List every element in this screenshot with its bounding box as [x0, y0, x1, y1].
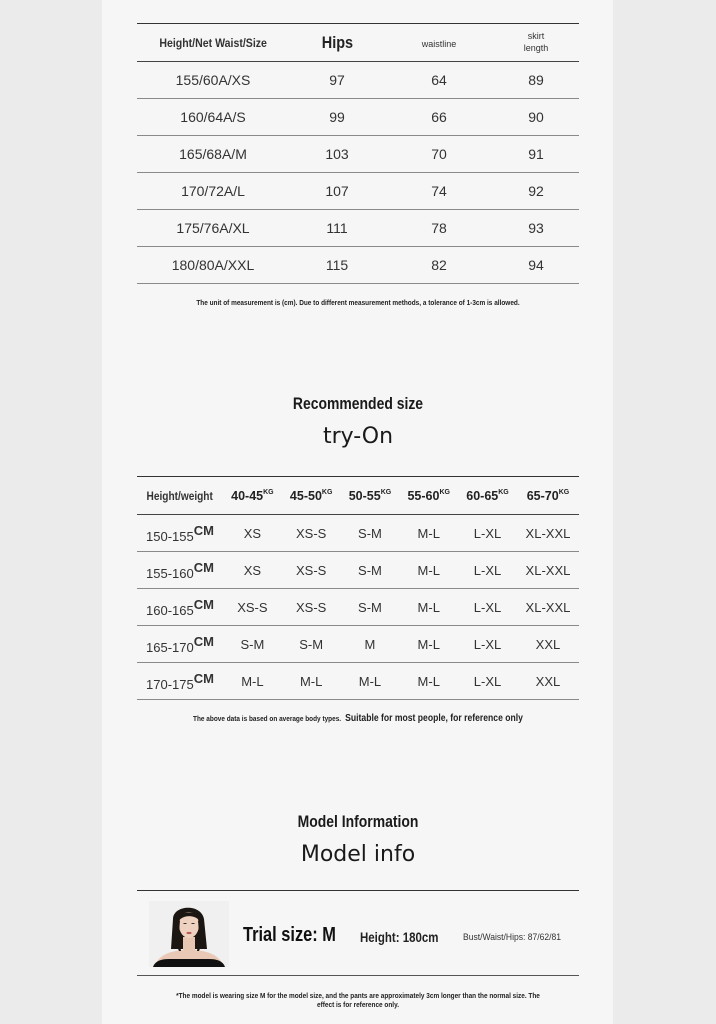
try-on-row [137, 663, 579, 700]
size-cell: 160/64A/S [137, 99, 289, 136]
weight-header: $45-50^{KG}$ [282, 477, 341, 515]
hips-cell: 97 [289, 62, 385, 99]
recommended-subtitle: try-On [322, 424, 394, 449]
skirt-length-cell: 92 [493, 173, 579, 210]
model-portrait-icon [149, 901, 229, 967]
skirt-length-cell: 89 [493, 62, 579, 99]
size-chart-row [137, 173, 579, 210]
recommended-size-cell: M-L [399, 589, 458, 626]
try-on-table [137, 476, 579, 700]
hips-cell: 107 [289, 173, 385, 210]
weight-header: $40-45^{KG}$ [223, 477, 282, 515]
model-height-label: Height: 180cm [360, 930, 439, 945]
header-waistline: waistline [421, 38, 457, 49]
recommended-size-cell: M-L [399, 663, 458, 700]
recommended-size-cell: XS [223, 552, 282, 589]
waistline-cell: 74 [385, 173, 493, 210]
try-on-header-row [137, 477, 579, 515]
recommended-size-cell: S-M [341, 552, 400, 589]
recommended-size-cell: S-M [341, 515, 400, 552]
recommended-size-cell: L-XL [458, 552, 517, 589]
trial-size-label: Trial size: M [243, 924, 336, 946]
size-chart-note: The unit of measurement is (cm). Due to different measurement methods, a tolerance of 1-3cm is allowed. [196, 298, 520, 307]
skirt-length-cell: 93 [493, 210, 579, 247]
recommended-size-cell: L-XL [458, 515, 517, 552]
try-on-row [137, 626, 579, 663]
waistline-cell: 66 [385, 99, 493, 136]
recommended-size-cell: XS-S [282, 552, 341, 589]
try-on-row [137, 515, 579, 552]
recommended-size-cell: M [341, 626, 400, 663]
recommended-size-cell: XL-XXL [517, 589, 579, 626]
header-hips: Hips [321, 32, 353, 52]
size-chart-row [137, 247, 579, 284]
height-range-cell: $170-175^{CM}$ [137, 663, 223, 700]
waistline-cell: 64 [385, 62, 493, 99]
recommended-size-cell: XS [223, 515, 282, 552]
recommended-size-cell: M-L [282, 663, 341, 700]
model-title: Model Information [297, 812, 419, 831]
header-size: Height/Net Waist/Size [159, 35, 267, 50]
waistline-cell: 70 [385, 136, 493, 173]
hips-cell: 111 [289, 210, 385, 247]
model-photo [149, 901, 229, 967]
recommended-size-cell: M-L [399, 626, 458, 663]
hips-cell: 115 [289, 247, 385, 284]
size-cell: 165/68A/M [137, 136, 289, 173]
recommended-size-cell: XS-S [282, 515, 341, 552]
header-height-weight: Height/weight [146, 490, 214, 503]
waistline-cell: 78 [385, 210, 493, 247]
hips-cell: 103 [289, 136, 385, 173]
try-on-row [137, 589, 579, 626]
header-skirt-length: skirt length [523, 30, 549, 53]
recommended-size-cell: L-XL [458, 626, 517, 663]
weight-header: $55-60^{KG}$ [399, 477, 458, 515]
size-chart-row [137, 136, 579, 173]
size-cell: 175/76A/XL [137, 210, 289, 247]
try-on-row [137, 552, 579, 589]
recommended-size-cell: XL-XXL [517, 552, 579, 589]
recommended-size-cell: M-L [399, 515, 458, 552]
height-range-cell: $155-160^{CM}$ [137, 552, 223, 589]
size-chart-header-row [137, 24, 579, 62]
size-chart-row [137, 99, 579, 136]
height-range-cell: $165-170^{CM}$ [137, 626, 223, 663]
recommended-size-cell: M-L [399, 552, 458, 589]
recommended-size-cell: S-M [282, 626, 341, 663]
recommended-size-cell: XS-S [282, 589, 341, 626]
skirt-length-cell: 94 [493, 247, 579, 284]
recommended-size-cell: XL-XXL [517, 515, 579, 552]
size-cell: 180/80A/XXL [137, 247, 289, 284]
model-note: *The model is wearing size M for the model size, and the pants are approximately 3cm longer than the normal size. The effect is for reference only. [176, 991, 540, 1009]
recommended-size-cell: XXL [517, 626, 579, 663]
recommended-size-cell: M-L [223, 663, 282, 700]
height-range-cell: $160-165^{CM}$ [137, 589, 223, 626]
size-chart-table [137, 23, 579, 284]
recommended-size-cell: M-L [341, 663, 400, 700]
recommended-size-cell: XXL [517, 663, 579, 700]
recommended-size-cell: S-M [341, 589, 400, 626]
skirt-length-cell: 90 [493, 99, 579, 136]
size-cell: 170/72A/L [137, 173, 289, 210]
hips-cell: 99 [289, 99, 385, 136]
recommended-size-cell: XS-S [223, 589, 282, 626]
size-cell: 155/60A/XS [137, 62, 289, 99]
try-on-note: The above data is based on average body types. Suitable for most people, for reference only [193, 713, 523, 724]
recommended-size-cell: L-XL [458, 589, 517, 626]
model-info-box [137, 890, 579, 976]
size-chart-row [137, 62, 579, 99]
recommended-size-cell: L-XL [458, 663, 517, 700]
waistline-cell: 82 [385, 247, 493, 284]
recommended-title: Recommended size [292, 394, 424, 413]
model-subtitle: Model info [300, 842, 416, 867]
weight-header: $50-55^{KG}$ [341, 477, 400, 515]
recommended-size-cell: S-M [223, 626, 282, 663]
height-range-cell: $150-155^{CM}$ [137, 515, 223, 552]
weight-header: $65-70^{KG}$ [517, 477, 579, 515]
size-chart-row [137, 210, 579, 247]
weight-header: $60-65^{KG}$ [458, 477, 517, 515]
model-measurements-label: Bust/Waist/Hips: 87/62/81 [463, 932, 562, 943]
skirt-length-cell: 91 [493, 136, 579, 173]
